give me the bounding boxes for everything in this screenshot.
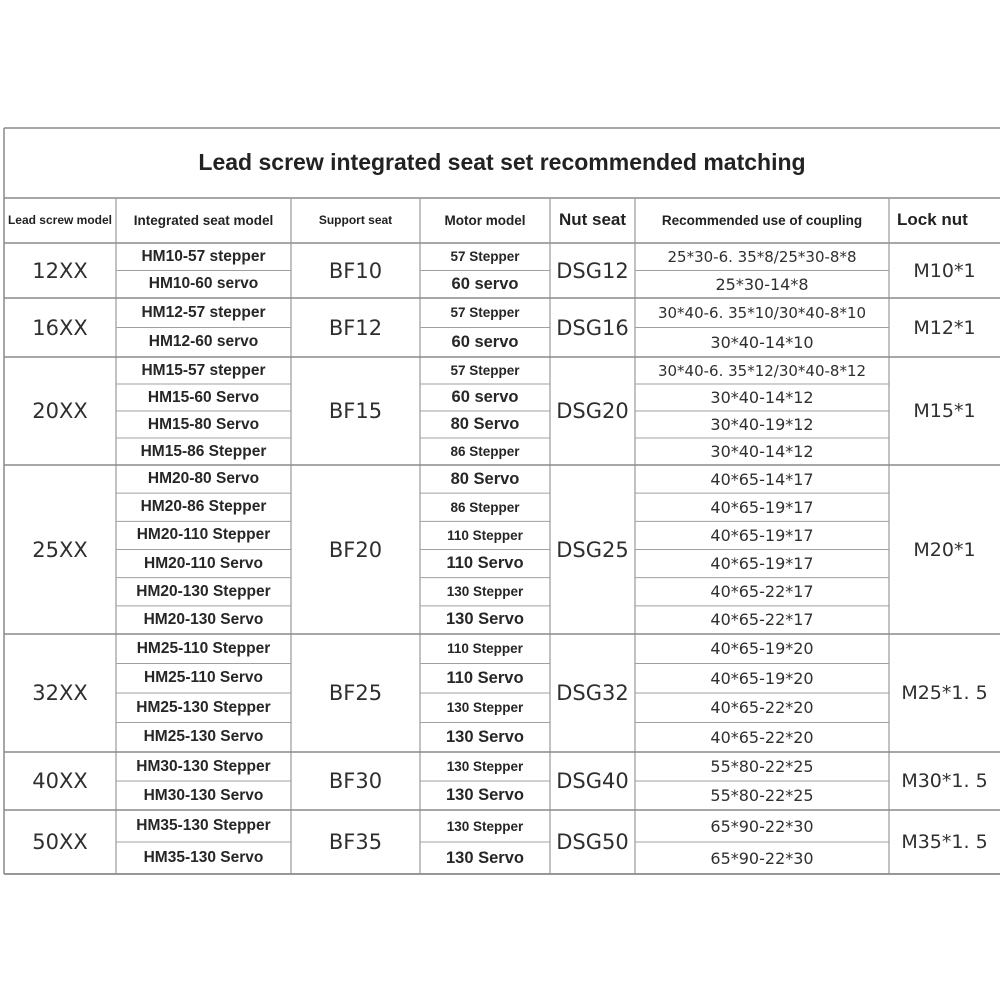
motor-model: 130 Stepper	[446, 584, 524, 600]
coupling: 30*40-6. 35*12/30*40-8*12	[657, 361, 867, 380]
coupling: 30*40-19*12	[710, 415, 814, 434]
motor-model: 57 Stepper	[450, 363, 520, 378]
lead-screw-model: 20XX	[32, 399, 88, 423]
motor-model: 110 Stepper	[447, 641, 523, 657]
header-motor-model: Motor model	[444, 212, 526, 228]
lock-nut: M12*1	[913, 316, 976, 339]
lock-nut: M35*1. 5	[901, 831, 988, 853]
lead-screw-model: 50XX	[32, 830, 88, 854]
integrated-seat-model: HM20-110 Stepper	[136, 526, 271, 544]
support-seat: BF10	[328, 258, 383, 283]
lock-nut: M10*1	[913, 259, 976, 282]
support-seat: BF12	[328, 315, 383, 340]
motor-model: 130 Servo	[446, 610, 524, 629]
motor-model: 57 Stepper	[450, 305, 520, 321]
integrated-seat-model: HM20-80 Servo	[147, 470, 260, 488]
motor-model: 130 Stepper	[446, 818, 524, 834]
coupling: 40*65-19*20	[710, 668, 814, 688]
nut-seat: DSG12	[556, 258, 629, 283]
coupling: 55*80-22*25	[710, 757, 814, 776]
coupling: 40*65-22*20	[710, 727, 814, 747]
integrated-seat-model: HM20-130 Servo	[143, 610, 264, 628]
coupling: 40*65-19*17	[710, 554, 814, 574]
header-lock-nut: Lock nut	[897, 210, 968, 229]
integrated-seat-model: HM35-130 Servo	[143, 849, 264, 866]
motor-model: 130 Servo	[446, 727, 524, 746]
nut-seat: DSG32	[556, 681, 629, 705]
integrated-seat-model: HM10-60 servo	[148, 275, 259, 293]
integrated-seat-model: HM25-110 Servo	[144, 669, 263, 687]
integrated-seat-model: HM15-80 Servo	[147, 415, 260, 433]
support-seat: BF15	[328, 399, 383, 423]
support-seat: BF35	[328, 830, 383, 854]
lock-nut: M25*1. 5	[901, 682, 988, 704]
motor-model: 80 Servo	[450, 469, 520, 488]
motor-model: 110 Stepper	[447, 527, 523, 543]
motor-model: 57 Stepper	[450, 249, 520, 265]
integrated-seat-model: HM15-86 Stepper	[140, 442, 267, 460]
coupling: 40*65-19*17	[710, 497, 814, 517]
lock-nut: M30*1. 5	[901, 770, 988, 792]
motor-model: 130 Stepper	[446, 700, 524, 716]
nut-seat: DSG50	[556, 830, 629, 854]
nut-seat: DSG25	[556, 537, 629, 562]
integrated-seat-model: HM12-57 stepper	[141, 303, 266, 321]
coupling: 25*30-6. 35*8/25*30-8*8	[667, 247, 857, 266]
integrated-seat-model: HM20-110 Servo	[144, 554, 263, 572]
header-integrated-seat-model: Integrated seat model	[133, 212, 274, 228]
lead-screw-model: 16XX	[32, 315, 88, 340]
integrated-seat-model: HM10-57 stepper	[141, 247, 266, 265]
header-coupling: Recommended use of coupling	[661, 212, 863, 228]
lead-screw-model: 32XX	[32, 681, 88, 705]
table-title: Lead screw integrated seat set recommended matching	[198, 148, 806, 175]
coupling: 40*65-19*17	[710, 525, 814, 545]
support-seat: BF25	[328, 681, 383, 705]
coupling: 30*40-14*12	[710, 442, 814, 461]
lead-screw-model: 40XX	[32, 769, 88, 793]
support-seat: BF20	[328, 537, 383, 562]
lead-screw-model: 12XX	[32, 258, 88, 283]
nut-seat: DSG16	[556, 315, 629, 340]
lock-nut: M20*1	[913, 538, 976, 561]
motor-model: 60 servo	[451, 388, 519, 406]
motor-model: 130 Stepper	[446, 759, 524, 774]
motor-model: 130 Servo	[446, 786, 524, 804]
motor-model: 86 Stepper	[450, 499, 520, 515]
integrated-seat-model: HM35-130 Stepper	[136, 817, 271, 834]
motor-model: 60 servo	[451, 274, 519, 293]
coupling: 55*80-22*25	[710, 786, 814, 805]
lead-screw-model: 25XX	[32, 537, 88, 562]
coupling: 40*65-14*17	[710, 469, 814, 489]
motor-model: 130 Servo	[446, 848, 524, 867]
coupling: 30*40-14*10	[710, 332, 814, 352]
motor-model: 80 Servo	[450, 415, 520, 433]
integrated-seat-model: HM25-130 Stepper	[136, 698, 271, 716]
coupling: 30*40-6. 35*10/30*40-8*10	[657, 303, 867, 322]
nut-seat: DSG20	[556, 399, 629, 423]
motor-model: 86 Stepper	[450, 444, 520, 459]
header-support-seat: Support seat	[318, 213, 393, 227]
integrated-seat-model: HM25-110 Stepper	[136, 639, 271, 657]
motor-model: 60 servo	[451, 332, 519, 351]
integrated-seat-model: HM30-130 Stepper	[136, 757, 271, 775]
coupling: 65*90-22*30	[710, 816, 814, 836]
coupling: 30*40-14*12	[710, 388, 814, 407]
header-nut-seat: Nut seat	[558, 210, 627, 229]
nut-seat: DSG40	[556, 769, 629, 793]
coupling: 40*65-22*17	[710, 610, 814, 630]
motor-model: 110 Servo	[446, 668, 524, 687]
coupling: 25*30-14*8	[715, 274, 809, 294]
lock-nut: M15*1	[913, 400, 976, 422]
integrated-seat-model: HM15-60 Servo	[147, 388, 260, 406]
support-seat: BF30	[328, 769, 383, 793]
coupling: 40*65-22*20	[710, 698, 814, 718]
coupling: 65*90-22*30	[710, 848, 814, 868]
header-lead-screw-model: Lead screw model	[7, 213, 113, 227]
integrated-seat-model: HM20-86 Stepper	[140, 498, 267, 516]
integrated-seat-model: HM25-130 Servo	[143, 728, 264, 746]
integrated-seat-model: HM20-130 Stepper	[136, 582, 271, 600]
coupling: 40*65-22*17	[710, 582, 814, 602]
integrated-seat-model: HM15-57 stepper	[141, 361, 266, 379]
integrated-seat-model: HM30-130 Servo	[143, 786, 264, 804]
integrated-seat-model: HM12-60 servo	[148, 333, 259, 351]
coupling: 40*65-19*20	[710, 639, 814, 659]
motor-model: 110 Servo	[446, 554, 524, 573]
